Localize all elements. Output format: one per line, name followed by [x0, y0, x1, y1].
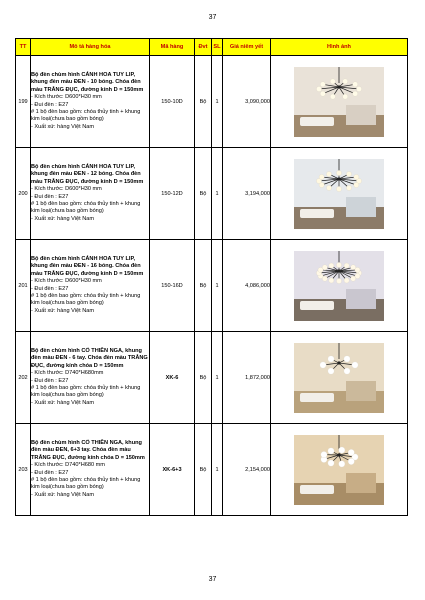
- spec-line: - Xuất xứ: hàng Việt Nam: [31, 399, 95, 406]
- spec-line: - Kích thước: D600*H30 mm: [31, 94, 102, 101]
- product-title: Bộ đèn chùm hình CÁNH HOA TUY LIP, khung đèn màu ĐEN - 16 bóng. Chóa đèn màu TRẮNG ĐỤC, đường kính D = 150mm: [31, 255, 144, 277]
- quantity-cell: 1: [212, 148, 223, 240]
- unit-cell: Bộ: [195, 148, 212, 240]
- product-catalog-table: [15, 38, 408, 516]
- spec-line: # 1 bộ đèn bao gồm: chóa thủy tinh + khung kim loại(chưa bao gồm bóng): [31, 476, 141, 491]
- row-number-cell: 203: [16, 424, 31, 516]
- spec-line: - Xuất xứ: hàng Việt Nam: [31, 491, 95, 498]
- product-code-cell: XK-6: [150, 332, 195, 424]
- spec-line: # 1 bộ đèn bao gồm: chóa thủy tinh + khung kim loại(chưa bao gồm bóng): [31, 292, 141, 307]
- table-row: [16, 240, 408, 332]
- spec-line: - Đui đèn : E27: [31, 285, 69, 292]
- unit-cell: Bộ: [195, 424, 212, 516]
- image-cell: [271, 240, 408, 332]
- header-image: Hình ảnh: [271, 39, 408, 56]
- spec-line: - Kích thước: D600*H30 mm: [31, 186, 102, 193]
- spec-line: # 1 bộ đèn bao gồm: chóa thủy tinh + khung kim loại(chưa bao gồm bóng): [31, 108, 141, 123]
- spec-line: - Xuất xứ: hàng Việt Nam: [31, 123, 95, 130]
- header-unit: Đvt: [195, 39, 212, 56]
- description-cell: [31, 148, 150, 240]
- price-cell: 4,086,000: [223, 240, 271, 332]
- row-number-cell: 200: [16, 148, 31, 240]
- price-cell: 3,090,000: [223, 56, 271, 148]
- quantity-cell: 1: [212, 240, 223, 332]
- chandelier-photo: [294, 435, 384, 505]
- unit-cell: Bộ: [195, 332, 212, 424]
- page-number-top: 37: [208, 14, 217, 21]
- spec-line: - Đui đèn : E27: [31, 193, 69, 200]
- product-code-cell: 150-16D: [150, 240, 195, 332]
- quantity-cell: 1: [212, 424, 223, 516]
- row-number-cell: 202: [16, 332, 31, 424]
- header-description: Mô tả hàng hóa: [31, 39, 150, 56]
- table-row: [16, 148, 408, 240]
- chandelier-photo: [294, 343, 384, 413]
- price-cell: 2,154,000: [223, 424, 271, 516]
- product-title: Bộ đèn chùm hình CÁNH HOA TUY LIP, khung đèn màu ĐEN - 10 bóng. Chóa đèn màu TRẮNG ĐỤC, đường kính D = 150mm: [31, 71, 144, 93]
- image-cell: [271, 148, 408, 240]
- price-cell: 3,194,000: [223, 148, 271, 240]
- description-cell: [31, 240, 150, 332]
- product-code-cell: 150-10D: [150, 56, 195, 148]
- spec-line: - Xuất xứ: hàng Việt Nam: [31, 307, 95, 314]
- spec-line: - Kích thước: D740*H680 mm: [31, 462, 105, 469]
- quantity-cell: 1: [212, 332, 223, 424]
- product-title: Bộ đèn chùm hình CỔ THIÊN NGA, khung đèn màu ĐEN - 6 tay. Chóa đèn màu TRẮNG ĐỤC, đường kính chóa D = 150mm: [31, 347, 148, 369]
- chandelier-photo: [294, 159, 384, 229]
- page-number-bottom: 37: [208, 576, 217, 583]
- image-cell: [271, 332, 408, 424]
- image-cell: [271, 424, 408, 516]
- header-code: Mã hàng: [150, 39, 195, 56]
- description-cell: [31, 332, 150, 424]
- header-tt: TT: [16, 39, 31, 56]
- product-title: Bộ đèn chùm hình CÁNH HOA TUY LIP, khung đèn màu ĐEN - 12 bóng. Chóa đèn màu TRẮNG ĐỤC, đường kính D = 150mm: [31, 163, 144, 185]
- table-row: [16, 332, 408, 424]
- spec-line: - Đui đèn : E27: [31, 101, 69, 108]
- chandelier-photo: [294, 67, 384, 137]
- spec-line: # 1 bộ đèn bao gồm: chóa thủy tinh + khung kim loại(chưa bao gồm bóng): [31, 200, 141, 215]
- description-cell: [31, 56, 150, 148]
- description-cell: [31, 424, 150, 516]
- spec-line: - Đui đèn : E27: [31, 469, 69, 476]
- product-code-cell: XK-6+3: [150, 424, 195, 516]
- quantity-cell: 1: [212, 56, 223, 148]
- spec-line: - Xuất xứ: hàng Việt Nam: [31, 215, 95, 222]
- spec-line: - Kích thước: D740*H680mm: [31, 370, 104, 377]
- header-qty: SL: [212, 39, 223, 56]
- row-number-cell: 201: [16, 240, 31, 332]
- product-title: Bộ đèn chùm hình CỔ THIÊN NGA, khung đèn màu ĐEN, 6+3 tay. Chóa đèn màu TRẮNG ĐỤC, đường kính chóa D = 150mm: [31, 439, 145, 461]
- header-price: Giá niêm yết: [223, 39, 271, 56]
- spec-line: # 1 bộ đèn bao gồm: chóa thủy tinh + khung kim loại(chưa bao gồm bóng): [31, 384, 141, 399]
- spec-line: - Kích thước: D600*H30 mm: [31, 278, 102, 285]
- product-code-cell: 150-12D: [150, 148, 195, 240]
- image-cell: [271, 56, 408, 148]
- unit-cell: Bộ: [195, 56, 212, 148]
- spec-line: - Đui đèn : E27: [31, 377, 69, 384]
- unit-cell: Bộ: [195, 240, 212, 332]
- table-row: [16, 56, 408, 148]
- table-header-row: [16, 39, 408, 56]
- price-cell: 1,872,000: [223, 332, 271, 424]
- chandelier-photo: [294, 251, 384, 321]
- table-row: [16, 424, 408, 516]
- row-number-cell: 199: [16, 56, 31, 148]
